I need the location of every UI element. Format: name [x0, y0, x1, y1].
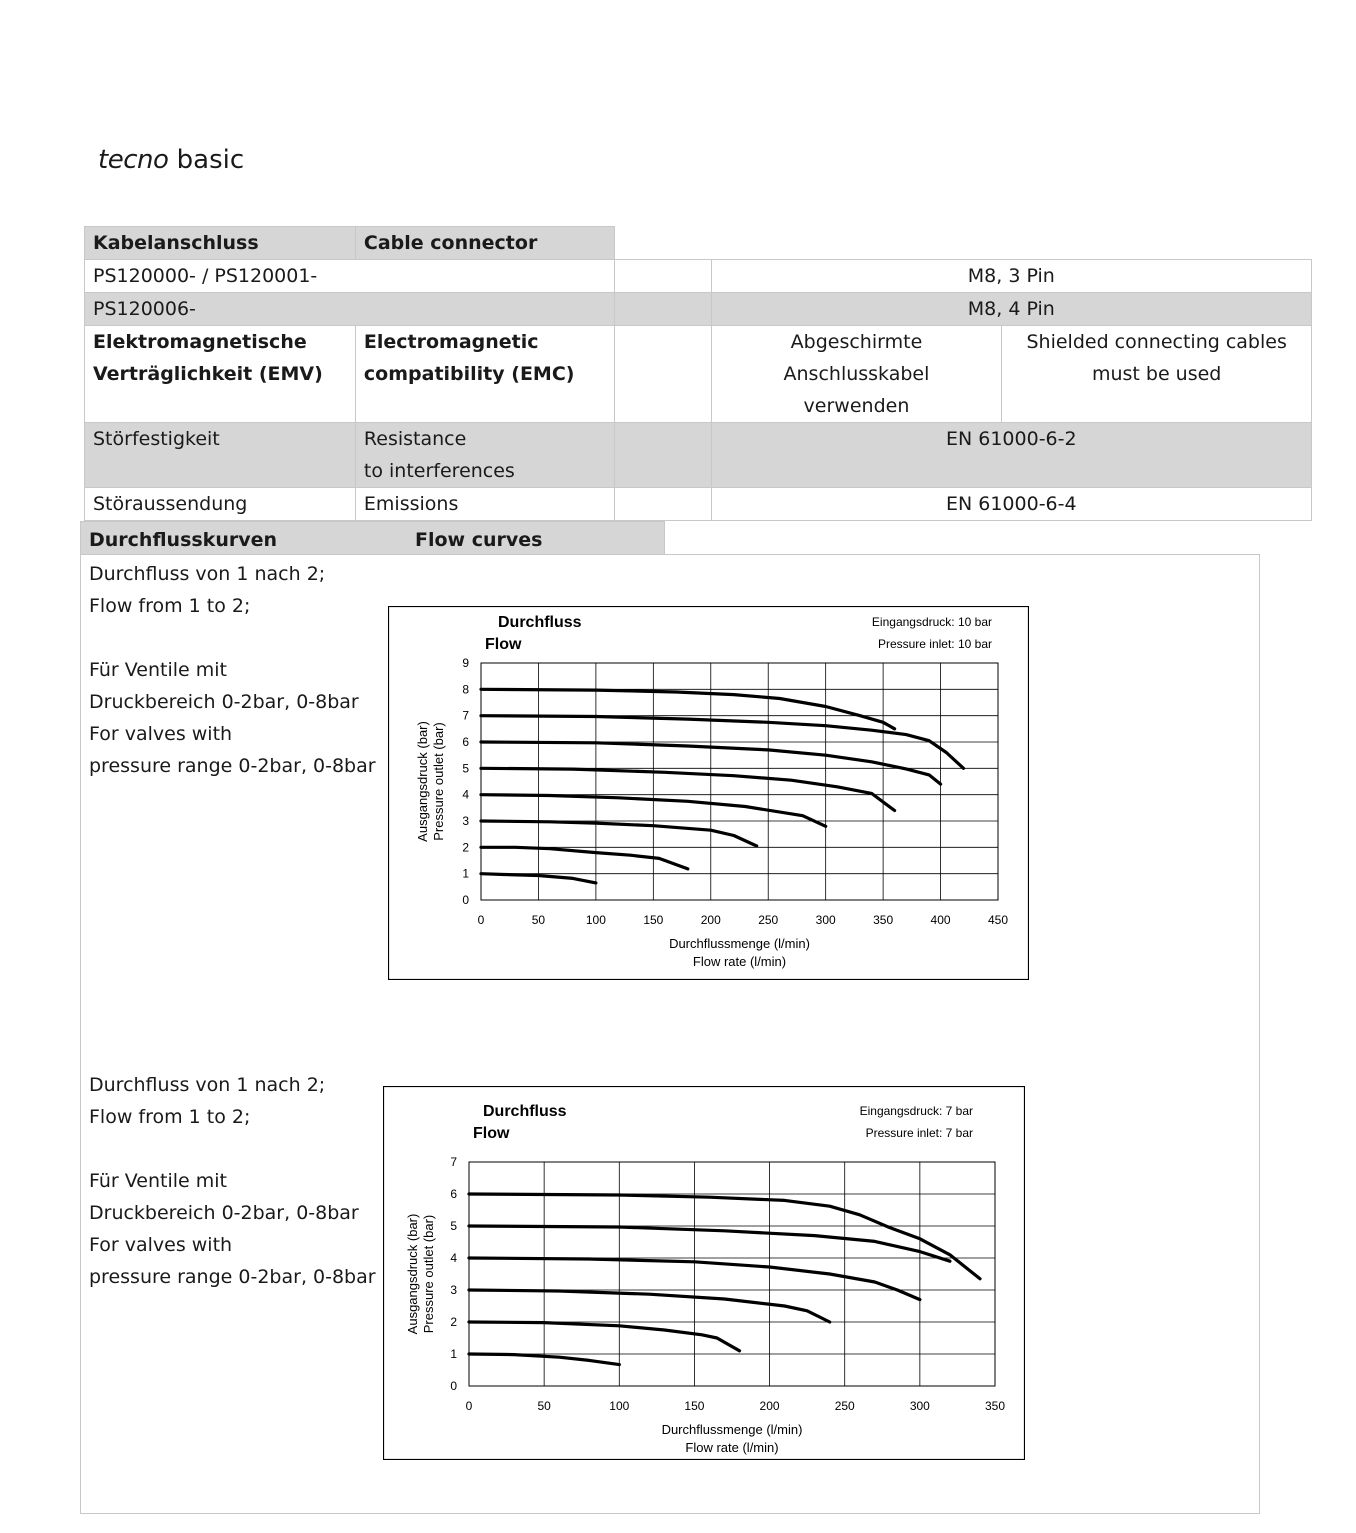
y-axis-label-de: Ausgangsdruck (bar) [405, 1213, 420, 1335]
x-tick-label: 200 [700, 913, 721, 927]
x-tick-label: 100 [585, 913, 606, 927]
x-tick-label: 150 [684, 1399, 705, 1413]
emis-value: EN 61000-6-4 [711, 488, 1311, 521]
x-tick-label: 50 [531, 913, 546, 927]
spec-header-row [85, 227, 1312, 260]
x-tick-label: 50 [537, 1399, 551, 1413]
spec-row-4pin [85, 293, 1312, 326]
chart-note-inlet-de: Eingangsdruck: 7 bar [859, 1104, 973, 1118]
y-tick-label: 2 [450, 1315, 457, 1329]
x-tick-label: 350 [984, 1399, 1006, 1413]
y-tick-label: 9 [462, 656, 469, 670]
x-tick-label: 350 [873, 913, 894, 927]
y-tick-label: 7 [462, 708, 469, 723]
x-tick-label: 0 [477, 913, 485, 927]
emis-label-de: Störaussendung [85, 488, 356, 521]
x-axis-label-de: Durchflussmenge (l/min) [661, 1422, 803, 1437]
x-tick-label: 450 [987, 913, 1009, 927]
y-tick-label: 0 [462, 893, 469, 907]
stoer-label-en: Resistance to interferences [355, 423, 614, 488]
y-tick-label: 6 [450, 1187, 457, 1201]
x-axis-label-de: Durchflussmenge (l/min) [669, 936, 810, 951]
header-flow-curves: Flow curves [415, 529, 543, 551]
x-tick-label: 100 [609, 1399, 630, 1413]
x-tick-label: 150 [643, 913, 664, 927]
y-tick-label: 4 [450, 1251, 457, 1265]
x-tick-label: 0 [465, 1399, 473, 1413]
x-tick-label: 200 [759, 1399, 780, 1413]
chart-title: Durchfluss [498, 614, 582, 631]
chart-note-inlet-en: Pressure inlet: 7 bar [865, 1126, 973, 1140]
y-tick-label: 1 [450, 1347, 457, 1361]
emv-value-en: Shielded connecting cables must be used [1002, 326, 1312, 423]
emis-label-en: Emissions [355, 488, 614, 521]
spec-row-emv [85, 326, 1312, 423]
row-label: PS120006- [85, 293, 615, 326]
x-tick-label: 250 [758, 913, 779, 927]
y-tick-label: 3 [462, 814, 469, 828]
emv-value-de: Abgeschirmte Anschlusskabel verwenden [711, 326, 1002, 423]
chart-note-inlet-de: Eingangsdruck: 10 bar [871, 615, 992, 629]
spec-row-emissions [85, 488, 1312, 521]
header-kabelanschluss: Kabelanschluss [85, 227, 356, 260]
y-tick-label: 4 [462, 787, 469, 802]
x-tick-label: 300 [909, 1399, 930, 1413]
flow-description-1: Durchfluss von 1 nach 2; Flow from 1 to 2; Für Ventile mit Druckbereich 0-2bar, 0-8bar For valves with pressure range 0-2bar, 0-8bar [89, 563, 376, 777]
row-value: M8, 4 Pin [711, 293, 1311, 326]
flow-curves-header [80, 521, 665, 555]
y-tick-label: 2 [462, 840, 469, 855]
chart-title: Durchfluss [483, 1103, 567, 1120]
flow-description-2: Durchfluss von 1 nach 2; Flow from 1 to 2; Für Ventile mit Druckbereich 0-2bar, 0-8bar For valves with pressure range 0-2bar, 0-8bar [89, 1074, 376, 1288]
y-tick-label: 0 [450, 1379, 457, 1393]
flow-chart-7bar [383, 1086, 1025, 1460]
row-label: PS120000- / PS120001- [85, 260, 615, 293]
x-tick-label: 300 [815, 913, 836, 927]
y-tick-label: 8 [462, 682, 469, 697]
x-tick-label: 400 [930, 913, 951, 927]
y-tick-label: 1 [462, 866, 469, 881]
y-tick-label: 5 [450, 1219, 457, 1233]
row-value: M8, 3 Pin [711, 260, 1311, 293]
spec-row-3pin [85, 260, 1312, 293]
emv-label-de: Elektromagnetische Verträglichkeit (EMV) [85, 326, 356, 423]
header-durchflusskurven: Durchflusskurven [89, 529, 278, 551]
flow-chart-10bar [388, 606, 1029, 980]
emv-label-en: Electromagnetic compatibility (EMC) [355, 326, 614, 423]
y-tick-label: 6 [462, 735, 469, 749]
brand-logo: tecno basic [98, 145, 245, 175]
chart-subtitle: Flow [485, 636, 522, 653]
chart-note-inlet-en: Pressure inlet: 10 bar [877, 637, 992, 651]
spec-table [84, 226, 1312, 521]
y-tick-label: 3 [450, 1283, 457, 1297]
x-axis-label-en: Flow rate (l/min) [685, 1440, 779, 1455]
y-axis-label-en: Pressure outlet (bar) [421, 1214, 436, 1334]
stoer-label-de: Störfestigkeit [85, 423, 356, 488]
y-axis-label-de: Ausgangsdruck (bar) [415, 721, 430, 842]
y-axis-label-en: Pressure outlet (bar) [431, 722, 446, 841]
stoer-value: EN 61000-6-2 [711, 423, 1311, 488]
spec-row-stoerfestigkeit [85, 423, 1312, 488]
y-tick-label: 7 [450, 1155, 457, 1169]
header-cable-connector: Cable connector [355, 227, 614, 260]
y-tick-label: 5 [462, 761, 469, 776]
chart-subtitle: Flow [473, 1125, 510, 1142]
x-axis-label-en: Flow rate (l/min) [692, 954, 787, 969]
x-tick-label: 250 [834, 1399, 855, 1413]
